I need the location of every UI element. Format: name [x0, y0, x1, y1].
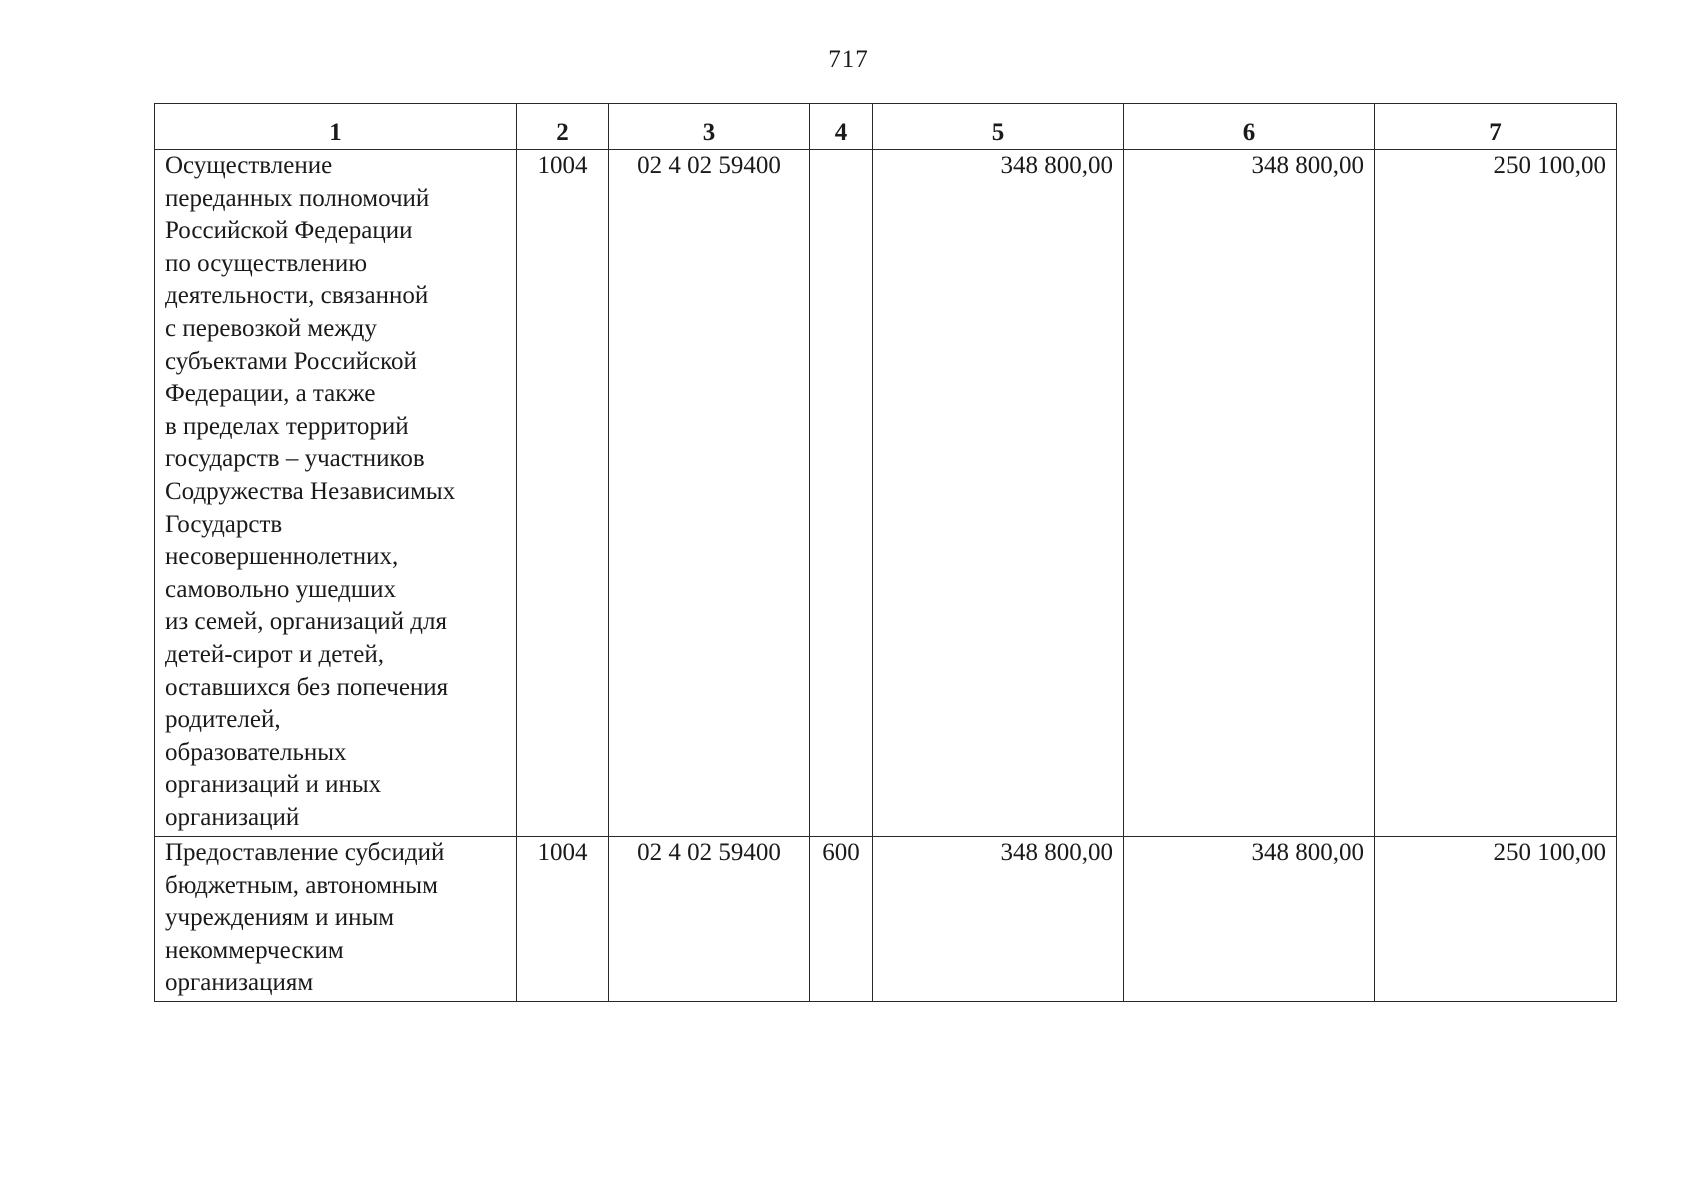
name-line: Содружества Независимых	[165, 477, 456, 505]
amount-col5-cell: 348 800,00	[873, 150, 1124, 837]
name-line: бюджетным, автономным	[165, 871, 438, 899]
name-line: организаций и иных	[165, 771, 382, 799]
column-header-5: 5	[873, 104, 1124, 150]
amount-col5-cell: 348 800,00	[873, 837, 1124, 1002]
name-line: Государств	[165, 510, 283, 538]
target-article-cell: 02 4 02 59400	[609, 150, 810, 837]
name-line: переданных полномочий	[165, 184, 430, 212]
name-line: из семей, организаций для	[165, 608, 447, 636]
target-article-cell: 02 4 02 59400	[609, 837, 810, 1002]
name-line: Федерации, а также	[165, 380, 376, 408]
section-code-cell: 1004	[517, 150, 609, 837]
column-header-3: 3	[609, 104, 810, 150]
name-line: Предоставление субсидий	[165, 839, 445, 866]
name-line: самовольно ушедших	[165, 575, 396, 603]
table-row	[155, 837, 1617, 1002]
name-line: некоммерческим	[165, 936, 344, 964]
name-line: с перевозкой между	[165, 314, 377, 342]
budget-table	[154, 103, 1617, 1002]
row-name-cell	[155, 837, 517, 1002]
column-header-6: 6	[1124, 104, 1375, 150]
amount-col7-cell: 250 100,00	[1375, 837, 1617, 1002]
name-line: несовершеннолетних,	[165, 543, 399, 571]
amount-col6-cell: 348 800,00	[1124, 837, 1375, 1002]
column-header-7: 7	[1375, 104, 1617, 150]
row-name-cell	[155, 150, 517, 837]
name-line: родителей,	[165, 706, 281, 734]
amount-col6-cell: 348 800,00	[1124, 150, 1375, 837]
column-header-1: 1	[155, 104, 517, 150]
column-header-2: 2	[517, 104, 609, 150]
name-line: учреждениям и иным	[165, 904, 395, 932]
header-row	[155, 104, 1617, 150]
table-row	[155, 150, 1617, 837]
name-line: субъектами Российской	[165, 347, 417, 375]
name-line: оставшихся без попечения	[165, 673, 449, 701]
page-number: 717	[828, 46, 869, 73]
column-header-4: 4	[810, 104, 873, 150]
name-line: Российской Федерации	[165, 217, 413, 245]
amount-col7-cell: 250 100,00	[1375, 150, 1617, 837]
section-code-cell: 1004	[517, 837, 609, 1002]
name-line: деятельности, связанной	[165, 282, 429, 310]
name-line: организациям	[165, 969, 314, 997]
name-line: по осуществлению	[165, 249, 367, 277]
name-line: в пределах территорий	[165, 412, 409, 440]
name-line: образовательных	[165, 738, 347, 766]
name-line: Осуществление	[165, 152, 333, 179]
expense-type-cell: 600	[810, 837, 873, 1002]
name-line: государств – участников	[165, 445, 425, 473]
name-line: организаций	[165, 803, 300, 831]
expense-type-cell	[810, 150, 873, 837]
name-line: детей-сирот и детей,	[165, 640, 384, 668]
